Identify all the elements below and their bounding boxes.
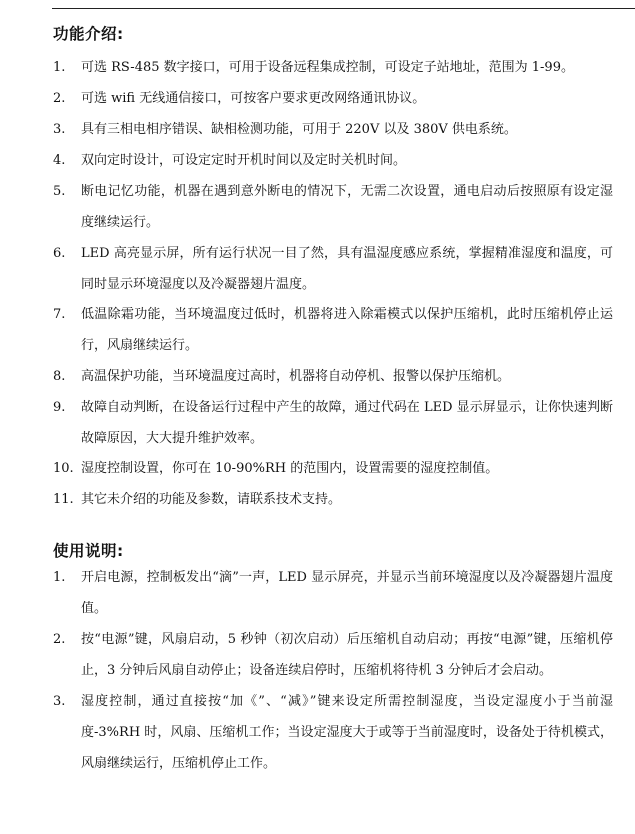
feature-item-3 (53, 114, 613, 145)
item-text: 按“电源”键，风扇启动，5 秒钟（初次启动）后压缩机自动启动；再按“电源”键，压缩机停止，3 分钟后风扇自动停止；设备连续启停时，压缩机将待机 3 分钟后才会启动。 (81, 632, 613, 678)
feature-item-8 (53, 361, 613, 392)
top-rule (52, 8, 635, 9)
item-text: 低温除霜功能，当环境温度过低时，机器将进入除霜模式以保护压缩机，此时压缩机停止运行，风扇继续运行。 (81, 307, 613, 353)
usage-item-2 (53, 624, 613, 686)
item-number: 2. (53, 91, 66, 106)
item-number: 10. (53, 461, 74, 476)
item-number: 1. (53, 60, 66, 75)
feature-item-6 (53, 238, 613, 300)
item-number: 9. (53, 400, 66, 415)
item-text: 故障自动判断，在设备运行过程中产生的故障，通过代码在 LED 显示屏显示，让你快速判断故障原因，大大提升维护效率。 (81, 400, 613, 446)
item-text: 湿度控制，通过直接按“加《”、“减》”键来设定所需控制湿度，当设定湿度小于当前湿度-3%RH 时，风扇、压缩机工作；当设定湿度大于或等于当前湿度时，设备处于待机模式，风扇继续运行，压缩机停止工作。 (81, 694, 613, 771)
item-number: 11. (53, 492, 74, 507)
usage-item-1 (53, 562, 613, 624)
feature-item-11 (53, 484, 613, 515)
item-number: 7. (53, 307, 66, 322)
item-number: 1. (53, 570, 66, 585)
item-text: 湿度控制设置，你可在 10-90%RH 的范围内，设置需要的湿度控制值。 (81, 461, 499, 476)
item-text: 可选 wifi 无线通信接口，可按客户要求更改网络通讯协议。 (81, 91, 426, 106)
feature-item-4 (53, 145, 613, 176)
item-text: 其它未介绍的功能及参数，请联系技术支持。 (81, 492, 342, 507)
item-text: 断电记忆功能，机器在遇到意外断电的情况下，无需二次设置，通电启动后按照原有设定湿度继续运行。 (81, 184, 613, 230)
feature-item-10 (53, 453, 613, 484)
item-number: 5. (53, 184, 66, 199)
feature-item-5 (53, 176, 613, 238)
usage-item-3 (53, 686, 613, 779)
item-text: 具有三相电相序错误、缺相检测功能，可用于 220V 以及 380V 供电系统。 (81, 122, 517, 137)
feature-item-2 (53, 83, 613, 114)
item-text: 可选 RS-485 数字接口，可用于设备远程集成控制，可设定子站地址，范围为 1-99。 (81, 60, 574, 75)
item-number: 2. (53, 632, 66, 647)
item-number: 3. (53, 694, 66, 709)
item-text: LED 高亮显示屏，所有运行状况一目了然，具有温湿度感应系统，掌握精准湿度和温度，可同时显示环境湿度以及冷凝器翅片温度。 (81, 246, 613, 292)
feature-item-7 (53, 299, 613, 361)
item-number: 8. (53, 369, 66, 384)
usage-heading: 使用说明: (53, 542, 124, 560)
feature-item-1 (53, 52, 613, 83)
item-number: 3. (53, 122, 66, 137)
item-number: 4. (53, 153, 66, 168)
item-text: 双向定时设计，可设定定时开机时间以及定时关机时间。 (81, 153, 407, 168)
item-number: 6. (53, 246, 66, 261)
item-text: 高温保护功能，当环境温度过高时，机器将自动停机、报警以保护压缩机。 (81, 369, 511, 384)
features-heading: 功能介绍: (53, 25, 124, 43)
item-text: 开启电源，控制板发出“滴”一声，LED 显示屏亮，并显示当前环境湿度以及冷凝器翅片温度值。 (81, 570, 613, 616)
feature-item-9 (53, 392, 613, 454)
